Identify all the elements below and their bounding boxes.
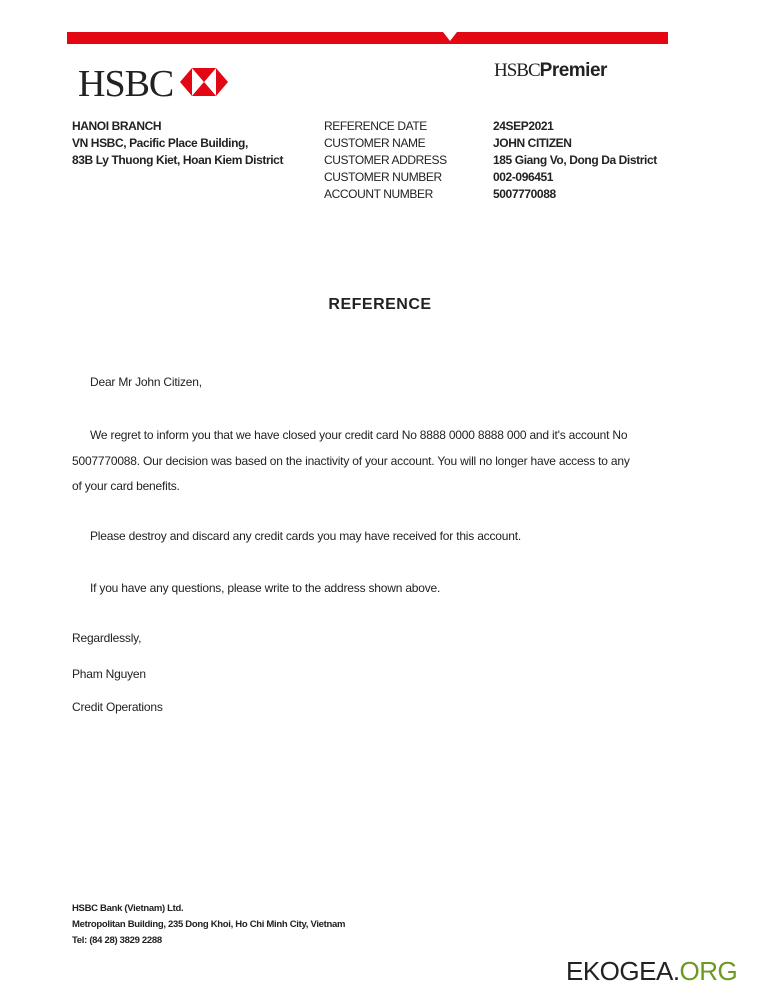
field-label: CUSTOMER NUMBER [324,170,442,184]
signer-department: Credit Operations [72,700,163,714]
watermark-tld: ORG [679,956,738,986]
premier-word: Premier [539,60,607,81]
field-values [493,118,657,203]
hsbc-hexagon-icon [180,68,228,96]
paragraph-1-line: of your card benefits. [72,479,180,493]
paragraph-2: Please destroy and discard any credit cards you may have received for this account. [90,529,521,543]
paragraph-1-line: 5007770088. Our decision was based on the inactivity of your account. You will no longer have access to any [72,454,630,468]
footer-line: HSBC Bank (Vietnam) Ltd. [72,903,184,914]
watermark-main: EKOGEA. [566,956,680,986]
signer-name: Pham Nguyen [72,667,146,681]
field-value: 002-096451 [493,170,554,184]
footer-line: Tel: (84 28) 3829 2288 [72,935,162,946]
premier-hsbc: HSBC [494,60,540,81]
document-title: REFERENCE [328,296,432,313]
branch-line: 83B Ly Thuong Kiet, Hoan Kiem District [72,153,284,167]
field-label: REFERENCE DATE [324,119,427,133]
field-label: CUSTOMER NAME [324,136,426,150]
field-label: ACCOUNT NUMBER [324,187,433,201]
header-red-bar [67,32,668,44]
greeting: Dear Mr John Citizen, [90,375,202,389]
field-value: 185 Giang Vo, Dong Da District [493,153,657,167]
closing: Regardlessly, [72,631,142,645]
footer-address [72,901,345,949]
paragraph-1-line: We regret to inform you that we have closed your credit card No 8888 0000 8888 000 and it's account No [90,428,628,442]
hsbc-logo-text: HSBC [78,63,174,105]
field-label: CUSTOMER ADDRESS [324,153,447,167]
paragraph-3: If you have any questions, please write to the address shown above. [90,581,441,595]
header-notch [443,32,457,41]
watermark [566,956,737,987]
hsbc-premier-logo [494,60,607,82]
branch-line: HANOI BRANCH [72,119,162,133]
field-labels [324,118,447,203]
field-value: 5007770088 [493,187,556,201]
field-value: JOHN CITIZEN [493,136,572,150]
footer-line: Metropolitan Building, 235 Dong Khoi, Ho Chi Minh City, Vietnam [72,919,346,930]
branch-address [72,118,283,169]
field-value: 24SEP2021 [493,119,554,133]
branch-line: VN HSBC, Pacific Place Building, [72,136,248,150]
